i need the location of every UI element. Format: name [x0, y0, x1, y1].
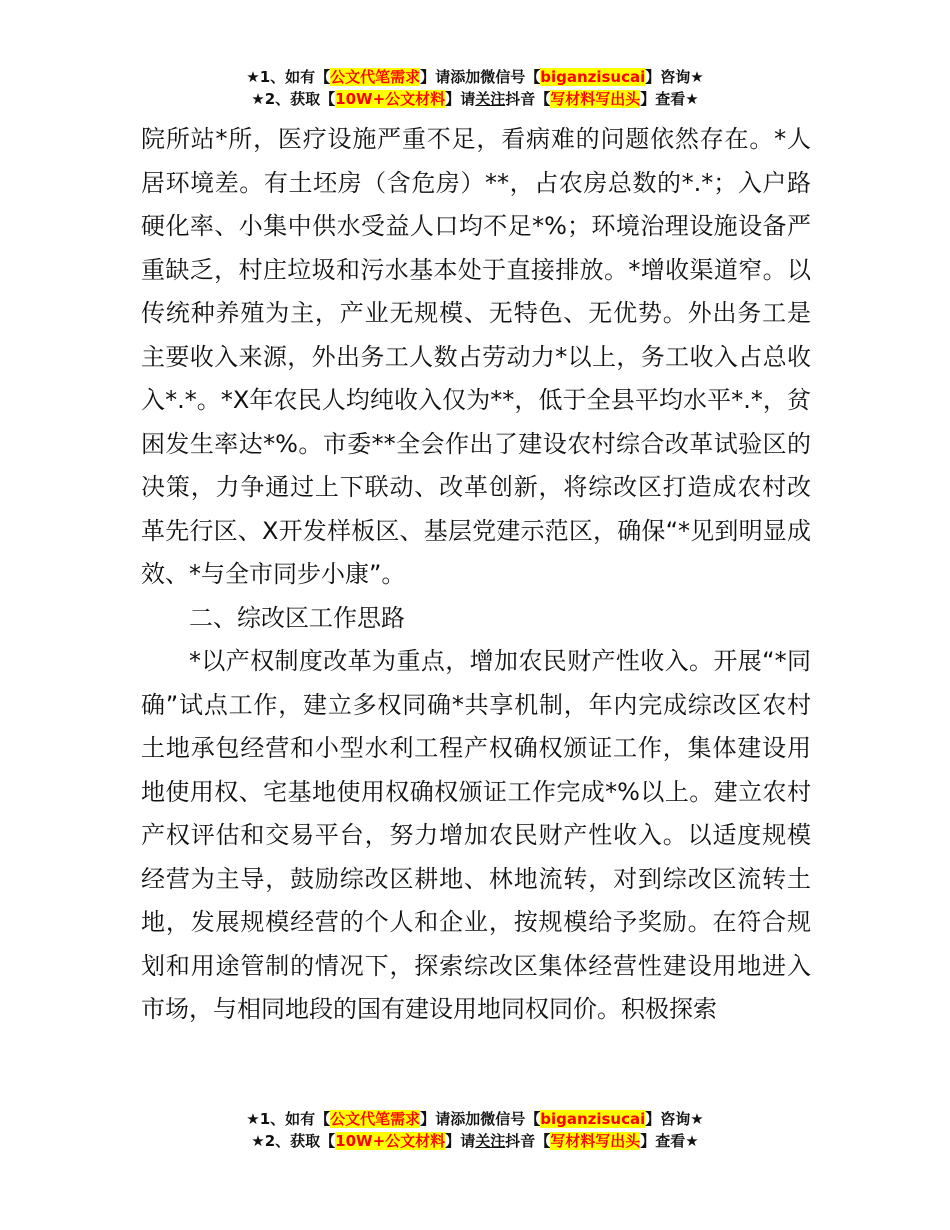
bottom-promo-banner: [0, 1108, 950, 1152]
banner-text: 查看★: [655, 1132, 699, 1150]
bracket: 【: [320, 90, 336, 108]
body-paragraph-2: *以产权制度改革为重点，增加农民财产性收入。开展“*同确”试点工作，建立多权同确*共享机制，年内完成综改区农村土地承包经营和小型水利工程产权确权颁证工作，集体建设用地使用权、宅基地使用权确权颁证工作完成*%以上。建立农村产权评估和交易平台，努力增加农民财产性收入。以适度规模经营为主导，鼓励综改区耕地、林地流转，对到综改区流转土地，发展规模经营的个人和企业，按规模给予奖励。在符合规划和用途管制的情况下，探索综改区集体经营性建设用地进入市场，与相同地段的国有建设用地同权同价。积极探索: [141, 647, 811, 1023]
banner-text: 抖音: [505, 1132, 536, 1150]
highlight-wechat-id: biganzisucai: [540, 1110, 646, 1128]
banner-text: 咨询★: [660, 1110, 704, 1128]
banner-line-2: [0, 1130, 950, 1152]
bracket: 【: [535, 1132, 551, 1150]
banner-underlined-text: 关注: [475, 90, 506, 108]
banner-text: ★2、获取: [251, 90, 321, 108]
bracket: 【: [315, 68, 331, 86]
body-paragraph-1: 院所站*所，医疗设施严重不足，看病难的问题依然存在。*人居环境差。有土坯房（含危房）**，占农房总数的*.*；入户路硬化率、小集中供水受益人口均不足*%；环境治理设施设备严重缺乏，村庄垃圾和污水基本处于直接排放。*增收渠道窄。以传统种养殖为主，产业无规模、无特色、无优势。外出务工是主要收入来源，外出务工人数占劳动力*以上，务工收入占总收入*.*。*X年农民人均纯收入仅为**，低于全县平均水平*.*，贫困发生率达*%。市委**全会作出了建设农村综合改革试验区的决策，力争通过上下联动、改革创新，将综改区打造成农村改革先行区、X开发样板区、基层党建示范区，确保“*见到明显成效、*与全市同步小康”。: [141, 125, 811, 588]
banner-line-2: [0, 88, 950, 110]
banner-line-1: [0, 66, 950, 88]
highlight-service: 公文代笔需求: [330, 1110, 421, 1128]
highlight-account: 写材料写出头: [550, 90, 641, 108]
banner-text: 请: [460, 90, 476, 108]
highlight-wechat-id: biganzisucai: [540, 68, 646, 86]
bracket: 】: [645, 1110, 661, 1128]
bracket: 】: [640, 1132, 656, 1150]
bracket: 】: [640, 90, 656, 108]
banner-underlined-text: 关注: [475, 1132, 506, 1150]
bracket: 】: [445, 90, 461, 108]
highlight-service: 公文代笔需求: [330, 68, 421, 86]
bracket: 【: [525, 68, 541, 86]
bracket: 【: [315, 1110, 331, 1128]
bracket: 【: [525, 1110, 541, 1128]
banner-text: 请: [460, 1132, 476, 1150]
banner-text: 请添加微信号: [435, 68, 526, 86]
document-body: [141, 118, 811, 1032]
highlight-materials: 10W+公文材料: [335, 1132, 446, 1150]
banner-text: ★1、如有: [246, 1110, 316, 1128]
banner-text: 请添加微信号: [435, 1110, 526, 1128]
banner-text: 咨询★: [660, 68, 704, 86]
highlight-materials: 10W+公文材料: [335, 90, 446, 108]
banner-line-1: [0, 1108, 950, 1130]
bracket: 】: [420, 68, 436, 86]
banner-text: ★2、获取: [251, 1132, 321, 1150]
bracket: 】: [645, 68, 661, 86]
bracket: 【: [320, 1132, 336, 1150]
highlight-account: 写材料写出头: [550, 1132, 641, 1150]
bracket: 】: [420, 1110, 436, 1128]
bracket: 【: [535, 90, 551, 108]
banner-text: 查看★: [655, 90, 699, 108]
banner-text: ★1、如有: [246, 68, 316, 86]
banner-text: 抖音: [505, 90, 536, 108]
section-heading: 二、综改区工作思路: [189, 603, 405, 632]
top-promo-banner: [0, 66, 950, 110]
bracket: 】: [445, 1132, 461, 1150]
